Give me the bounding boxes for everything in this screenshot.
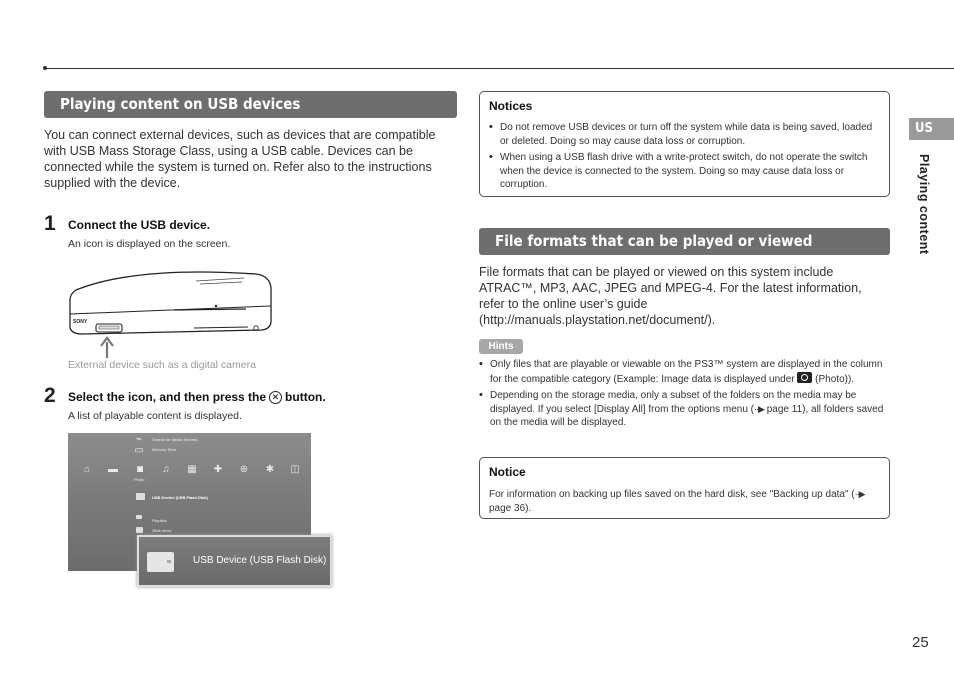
hints-badge: Hints: [479, 339, 523, 354]
top-rule: [44, 68, 954, 69]
notice-page-ref: page 36).: [489, 502, 532, 514]
hint-item-2: [479, 389, 884, 430]
pointer-arrow-icon: [101, 338, 113, 358]
playlist-icon: [136, 515, 142, 519]
formats-intro-text: File formats that can be played or viewed on this system include ATRAC™, MP3, AAC, JPEG and MPEG-4. For the latest information, refer to the online user’s guide (http://manuals.playstation.net/document/).: [479, 265, 862, 327]
page-reference-arrow-icon: ··▶: [854, 489, 865, 499]
step-1-description: An icon is displayed on the screen.: [68, 238, 231, 250]
xmb-menu-memory-stick: Memory Stick: [152, 447, 177, 452]
xmb-zoom-callout: [137, 535, 332, 587]
usb-intro-text: You can connect external devices, such as devices that are compatible with USB Mass Storage Class, using a USB cable. Devices can be connected while the system is turned on. Refer also to the instructions supplied with the device.: [44, 128, 436, 190]
media-server-icon: ⌁: [135, 434, 143, 445]
step-1-title: Connect the USB device.: [68, 218, 211, 232]
page-reference-arrow-icon: ··▶: [754, 403, 764, 414]
region-tab: US: [909, 118, 954, 140]
network-icon: ⊕: [239, 464, 249, 475]
hints-list: [479, 358, 884, 433]
cross-button-icon: ✕: [269, 391, 282, 404]
friends-icon: ◫: [290, 464, 300, 475]
section-side-label: Playing content: [917, 154, 931, 255]
notices-title: Notices: [489, 99, 533, 113]
ps3-console-illustration: [66, 266, 276, 358]
formats-section-heading: File formats that can be played or viewed: [479, 228, 890, 255]
music-icon: ♫: [162, 464, 170, 475]
notices-box: [479, 91, 890, 197]
xmb-menu-search-servers: Search for Media Servers: [152, 437, 198, 442]
notice-box: [479, 457, 890, 519]
usb-flash-disk-icon: [147, 552, 174, 572]
slideshow-icon: [136, 527, 143, 533]
hint-item-1: [479, 358, 884, 386]
console-image-caption: External device such as a digital camera: [68, 359, 256, 371]
step-2-title: [68, 390, 326, 404]
step-2-description: A list of playable content is displayed.: [68, 410, 242, 422]
game-icon: ✚: [213, 464, 223, 475]
notice-text: [489, 488, 884, 515]
xmb-item-playlists: Playlists: [152, 518, 167, 523]
top-rule-marker: [43, 66, 47, 70]
step-2-title-before: Select the icon, and then press the: [68, 390, 267, 404]
playstation-network-icon: ✱: [265, 464, 275, 475]
step-1-number: 1: [44, 212, 56, 235]
page-number: 25: [912, 634, 929, 651]
notice-text-before: For information on backing up files saved on the hard disk, see "Backing up data" (: [489, 489, 855, 500]
video-icon: ▦: [187, 464, 197, 475]
zoom-callout-label: USB Device (USB Flash Disk): [193, 555, 327, 566]
hint-2-text-before: Depending on the storage media, only a subset of the folders on the media may be displayed. If you select [Display All] from the options menu (: [490, 390, 857, 415]
usb-section-heading: Playing content on USB devices: [44, 91, 457, 118]
hint-2-page-ref: page 11), all folders saved on the media will be displayed.: [490, 403, 884, 428]
hint-1-text-before: Only files that are playable or viewable on the PS3™ system are displayed in the column for the compatible category (Example: Image data is displayed under: [490, 359, 883, 385]
usb-device-small-icon: [136, 493, 145, 500]
photo-category-icon: ◙: [136, 464, 144, 475]
notice-item: • When using a USB flash drive with a write-protect switch, do not operate the switch when the device is connected to the system. Doing so may cause data loss or corruption.: [489, 151, 881, 192]
notices-list: [489, 121, 881, 195]
xmb-selected-item: USB Device (USB Flash Disk): [152, 495, 208, 500]
xmb-category-label: Photo: [134, 477, 145, 482]
notice-title: Notice: [489, 465, 526, 479]
memory-stick-icon: ▭: [134, 445, 144, 456]
settings-icon: ▬: [108, 464, 118, 475]
xmb-item-slide-show: Slide show: [152, 528, 172, 533]
console-brand-label: SONY: [73, 319, 88, 325]
users-icon: ⌂: [83, 464, 91, 475]
notice-item: • Do not remove USB devices or turn off the system while data is being saved, loaded or deleted. Doing so may cause data loss or corruption.: [489, 121, 881, 148]
usb-port-slot: [99, 326, 119, 329]
step-2-title-after: button.: [285, 390, 326, 404]
camera-icon: [797, 372, 812, 383]
step-2-number: 2: [44, 384, 56, 407]
hint-1-text-after: (Photo)).: [815, 373, 855, 385]
